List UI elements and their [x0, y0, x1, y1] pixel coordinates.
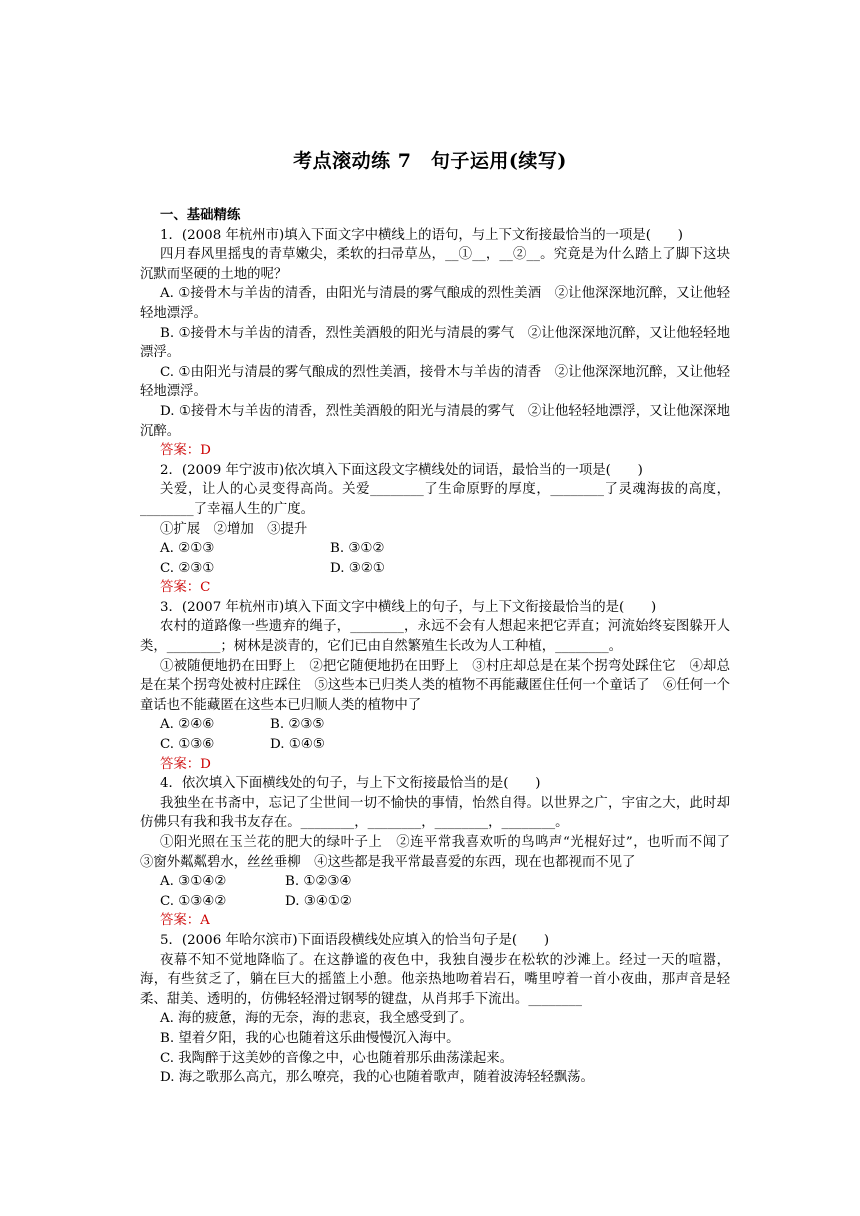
question-3-option-a: A. ②④⑥	[160, 717, 215, 733]
question-4-passage: 我独坐在书斋中，忘记了尘世间一切不愉快的事情，怡然自得。以世界之广，宇宙之大，此时却仿佛只有我和我书友存在。________，________，________，________。	[140, 795, 730, 831]
question-1-option-d: D. ①接骨木与羊齿的清香，烈性美酒般的阳光与清晨的雾气 ②让他轻轻地漂浮，又让他深深地沉醉。	[140, 403, 730, 439]
question-3-options-row-2	[140, 735, 730, 755]
question-3-choices: ①被随便地扔在田野上 ②把它随便地扔在田野上 ③村庄却总是在某个拐弯处踩住它 ④却总是在某个拐弯处被村庄踩住 ⑤这些本已归类人类的植物不再能藏匿住任何一个童话了 ⑥任何一个童话也不能藏匿在这些本已归顺人类的植物中了	[140, 658, 730, 713]
question-2-words: ①扩展 ②增加 ③提升	[160, 521, 308, 537]
question-5-option-d: D. 海之歌那么高亢，那么嘹亮，我的心也随着歌声，随着波涛轻轻飘荡。	[160, 1070, 594, 1086]
question-5-option-b: B. 望着夕阳，我的心也随着这乐曲慢慢沉入海中。	[160, 1030, 460, 1046]
question-4-option-c: C. ①③④②	[160, 893, 227, 909]
question-2-option-b: B. ③①②	[330, 541, 385, 557]
question-5-passage: 夜幕不知不觉地降临了。在这静谧的夜色中，我独自漫步在松软的沙滩上。经过一天的喧嚣，海，有些贫乏了，躺在巨大的摇篮上小憩。他亲热地吻着岩石，嘴里哼着一首小夜曲，那声音是轻柔、甜美、透明的，仿佛轻轻滑过钢琴的键盘，从肖邦手下流出。________	[140, 952, 730, 1007]
question-4-stem: 4．依次填入下面横线处的句子，与上下文衔接最恰当的是( )	[160, 776, 541, 792]
question-3-option-d: D. ①④⑤	[270, 737, 325, 753]
question-2-passage: 关爱，让人的心灵变得高尚。关爱________了生命原野的厚度，________了灵魂海拔的高度，________了幸福人生的广度。	[140, 482, 730, 517]
question-4-option-b: B. ①②③④	[285, 874, 352, 890]
question-2-option-d: D. ③②①	[330, 560, 385, 576]
question-2-options-row-2	[140, 559, 730, 579]
question-2-option-c: C. ②③①	[160, 560, 215, 576]
question-1-passage: 四月春风里摇曳的青草嫩尖，柔软的扫帚草丛，__①__，__②__。究竟是为什么踏上了脚下这块沉默而坚硬的土地的呢？	[140, 247, 730, 282]
question-1-option-b: B. ①接骨木与羊齿的清香，烈性美酒般的阳光与清晨的雾气 ②让他深深地沉醉，又让他轻轻地漂浮。	[140, 325, 730, 361]
question-1-answer: 答案：D	[160, 443, 211, 459]
exercise-body	[140, 206, 744, 1088]
question-4-option-a: A. ③①④②	[160, 874, 227, 890]
question-1-option-a: A. ①接骨木与羊齿的清香，由阳光与清晨的雾气酿成的烈性美酒 ②让他深深地沉醉，又让他轻轻地漂浮。	[140, 286, 730, 321]
question-3-stem: 3．(2007 年杭州市)填入下面文字中横线上的句子，与上下文衔接最恰当的是( )	[160, 599, 657, 615]
question-3-option-b: B. ②③⑤	[270, 717, 325, 733]
question-5-stem: 5．(2006 年哈尔滨市)下面语段横线处应填入的恰当句子是( )	[160, 932, 550, 948]
question-4-answer: 答案：A	[160, 913, 210, 929]
question-4-options-row-1	[140, 872, 730, 892]
question-5-option-a: A. 海的疲惫，海的无奈，海的悲哀，我全感受到了。	[160, 1011, 473, 1027]
question-1-stem: 1．(2008 年杭州市)填入下面文字中横线上的语句，与上下文衔接最恰当的一项是( )	[160, 227, 684, 243]
question-2-stem: 2．(2009 年宁波市)依次填入下面这段文字横线处的词语，最恰当的一项是( )	[160, 462, 643, 478]
question-2-option-a: A. ②①③	[160, 541, 215, 557]
question-1-option-c: C. ①由阳光与清晨的雾气酿成的烈性美酒，接骨木与羊齿的清香 ②让他深深地沉醉，又让他轻轻地漂浮。	[140, 364, 730, 400]
section-heading: 一、基础精练	[160, 207, 241, 223]
question-5-option-c: C. 我陶醉于这美妙的音像之中，心也随着那乐曲荡漾起来。	[160, 1050, 514, 1066]
question-3-options-row-1	[140, 715, 730, 735]
question-3-option-c: C. ①③⑥	[160, 737, 215, 753]
question-3-passage: 农村的道路像一些遗弃的绳子，________，永远不会有人想起来把它弄直；河流始终妄图躲开人类，________；树林是淡青的，它们已由自然繁殖生长改为人工种植，________。	[140, 619, 730, 655]
question-4-option-d: D. ③④①②	[285, 893, 352, 909]
question-4-options-row-2	[140, 892, 730, 912]
question-4-choices: ①阳光照在玉兰花的肥大的绿叶子上 ②连平常我喜欢听的鸟鸣声“光棍好过”，也听而不闻了 ③窗外粼粼碧水，丝丝垂柳 ④这些都是我平常最喜爱的东西，现在也都视而不见了	[140, 835, 744, 870]
question-2-answer: 答案：C	[160, 580, 211, 596]
page-title: 考点滚动练 7 句子运用(续写)	[293, 150, 567, 172]
question-2-options-row-1	[140, 539, 730, 559]
question-3-answer: 答案：D	[160, 756, 211, 772]
